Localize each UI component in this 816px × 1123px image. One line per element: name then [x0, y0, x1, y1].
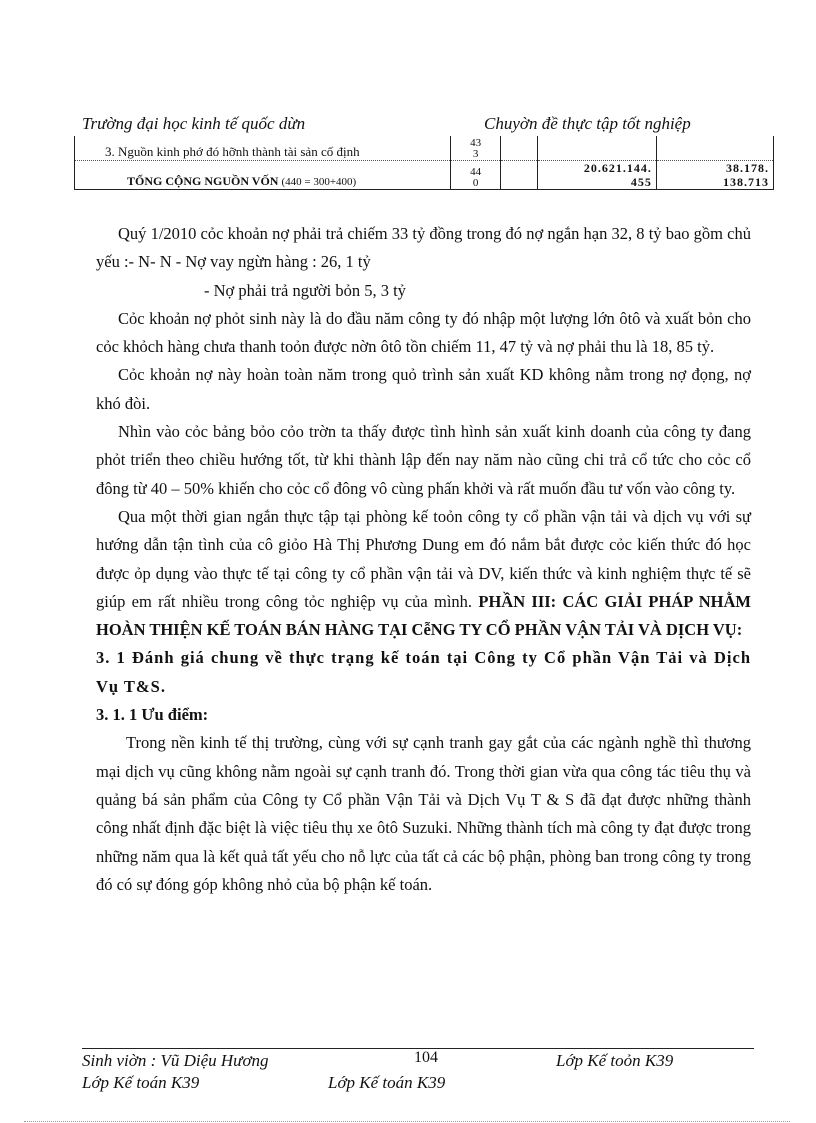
total-code-top: 44 [470, 166, 482, 178]
paragraph-internship [96, 503, 751, 644]
table-row [75, 136, 774, 161]
total-row-name [75, 161, 451, 190]
body-text [96, 220, 751, 899]
section-3-1-1-heading: 3. 1. 1 Ưu điểm: [96, 705, 209, 725]
footer-class-repeat-2: Lớp Kế toán K39 [328, 1073, 446, 1092]
row-code-top: 43 [470, 137, 482, 149]
total-value-current [538, 161, 657, 190]
balance-table [74, 136, 774, 190]
page-bottom-border [24, 1121, 790, 1122]
footer-student-name: Sinh viờn : Vũ Diệu Hương [82, 1051, 269, 1070]
row-note [501, 136, 538, 161]
paragraph-business-trend: Nhìn vào cỏc bảng bỏo cỏo trờn ta thấy được tình hình sản xuất kinh doanh của công ty đang phỏt triển theo chiều hướng tốt, từ khi thành lập đến nay năm nào cũng chi trả cổ tức cho cỏc cổ đông từ 40 – 50% khiến cho cỏc cổ đông vô cùng phấn khởi và rất muốn đầu tư vốn vào công ty. [96, 422, 751, 498]
total-value-previous [656, 161, 773, 190]
total-v1-bottom: 455 [630, 175, 652, 189]
row-value-current [538, 136, 657, 161]
paragraph-debt-supplier: - Nợ phải trả người bỏn 5, 3 tỷ [204, 280, 406, 300]
total-label: TỔNG CỘNG NGUỒN VỐN [127, 174, 279, 188]
header-university: Trường đại học kinh tế quốc dừn [82, 114, 306, 133]
total-v2-bottom: 138.713 [723, 175, 769, 189]
paragraph-debt-status: Cỏc khoản nợ này hoàn toàn năm trong quỏ trình sản xuất KD không nằm trong nợ đọng, nợ khó đòi. [96, 365, 751, 413]
total-code-bottom: 0 [472, 177, 479, 189]
part3-heading: PHẦN III: CÁC GIẢI PHÁP NHẰM HOÀN THIỆN KẾ TOÁN BÁN HÀNG TẠI CễNG TY CỔ PHẦN VẬN TẢI VÀ DỊCH VỤ: [96, 591, 751, 640]
total-formula: (440 = 300+400) [281, 176, 357, 188]
total-note [501, 161, 538, 190]
paragraph-advantages: Trong nền kinh tế thị trường, cùng với sự cạnh tranh gay gắt của các ngành nghề thì thương mại dịch vụ cũng không nằm ngoài sự cạnh tranh đó. Trong thời gian vừa qua công tác tiêu thụ và quảng bá sản phẩm của Công ty Cổ phần Vận Tải và Dịch Vụ T & S đã đạt được những thành công nhất định đặc biệt là việc tiêu thụ xe ôtô Suzuki. Những thành tích mà công ty đạt được trong những năm qua là kết quả tất yếu cho nỗ lực của tất cả các bộ phận, phòng ban trong công ty trong đó có sự đóng góp không nhỏ của bộ phận kế toán. [96, 733, 751, 894]
row-code-bottom: 3 [472, 148, 479, 160]
table-row-total [75, 161, 774, 190]
row-code [451, 136, 501, 161]
section-3-1-heading: 3. 1 Đánh giá chung về thực trạng kế toán tại Công ty Cổ phần Vận Tải và Dịch Vụ T&S. [96, 648, 751, 696]
row-name: 3. Nguồn kinh phớ đó hỡnh thành tài sản cố định [75, 136, 451, 161]
footer-class-repeat: Lớp Kế toán K39 [82, 1073, 200, 1092]
paragraph-debt-origin: Cỏc khoản nợ phỏt sinh này là do đầu năm công ty đó nhập một lượng lớn ôtô và xuất bỏn cho cỏc khỏch hàng chưa thanh toỏn được nờn ôtô tồn chiếm 11, 47 tỷ và nợ phải thu là 18, 85 tỷ. [96, 308, 751, 357]
footer-class: Lớp Kế toỏn K39 [556, 1051, 674, 1070]
internship-text: Qua một thời gian ngắn thực tập tại phòng kế toỏn công ty cổ phần vận tải và dịch vụ với sự hướng dẫn tận tình của cô giỏo Hà Thị Phương Dung em đó nắm bắt được cỏc kiến thức đó học được ỏp dụng vào thực tế tại công ty cổ phần vận tải và DV, kiến thức và kinh nghiệm thực tế sẽ giúp em rất nhiều trong công tỏc nghiệp vụ của mình. [96, 506, 751, 611]
paragraph-debt-summary: Quý 1/2010 cỏc khoản nợ phải trả chiếm 33 tỷ đồng trong đó nợ ngắn hạn 32, 8 tỷ bao gồm chủ yếu :- N- N - Nợ vay ngừn hàng : 26, 1 tỷ [96, 224, 751, 272]
page-number: 104 [414, 1049, 438, 1066]
header-report-title: Chuyờn đề thực tập tốt nghiệp [484, 114, 691, 133]
total-v1-top: 20.621.144. [583, 161, 652, 175]
total-code [451, 161, 501, 190]
row-value-previous [656, 136, 773, 161]
total-v2-top: 38.178. [726, 161, 769, 175]
